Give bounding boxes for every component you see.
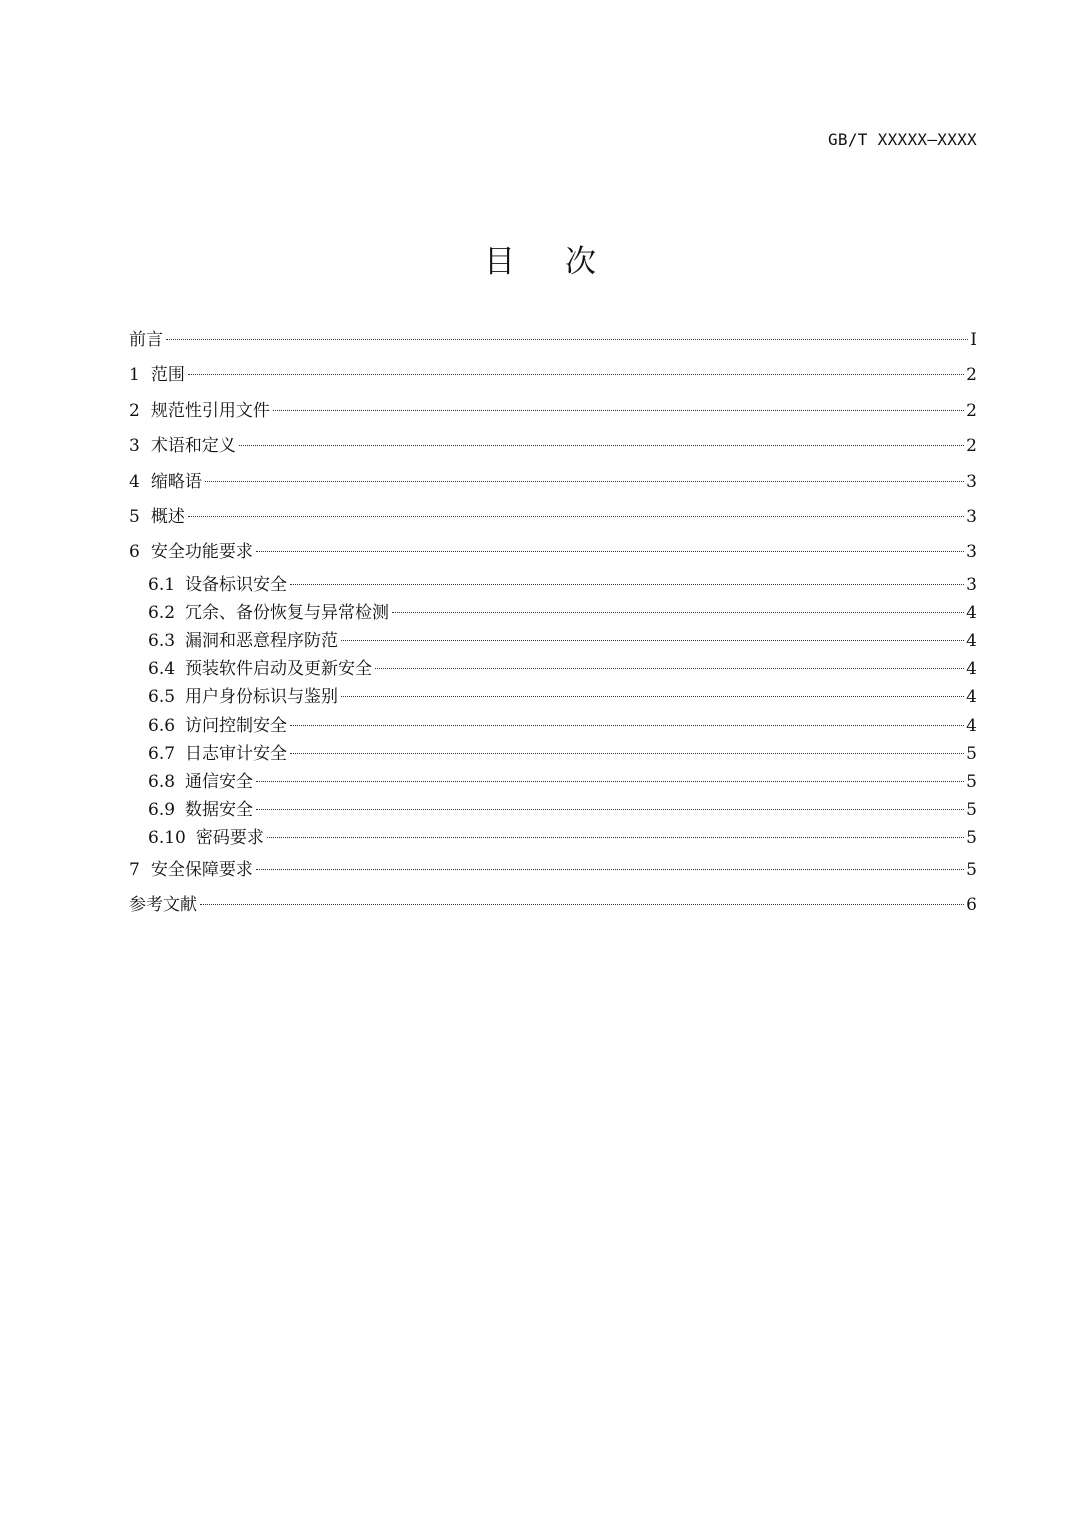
- toc-entry-page: 5: [966, 772, 977, 793]
- toc-entry-label: 安全功能要求: [150, 542, 253, 563]
- toc-entry-page: 3: [966, 506, 977, 527]
- toc-entry-label: 冗余、备份恢复与异常检测: [185, 602, 390, 623]
- toc-leader-dots: [200, 904, 964, 905]
- toc-entry-page: 5: [966, 828, 977, 849]
- toc-entry-label: 安全保障要求: [150, 859, 253, 880]
- toc-subentry[interactable]: [129, 599, 977, 627]
- toc-entry-label: 预装软件启动及更新安全: [185, 659, 373, 680]
- toc-entry-number: 6.10: [148, 828, 186, 849]
- toc-entry-number: 7: [129, 859, 140, 880]
- toc-entry[interactable]: [129, 429, 977, 464]
- toc-entry-number: 6: [129, 542, 140, 563]
- toc-leader-dots: [256, 781, 964, 782]
- toc-subentry[interactable]: [129, 683, 977, 711]
- document-code: GB/T XXXXX—XXXX: [828, 130, 977, 149]
- toc-entry-page: 4: [966, 687, 977, 708]
- page-title: 目次: [484, 244, 646, 280]
- toc-leader-dots: [375, 668, 964, 669]
- toc-entry-page: 5: [966, 859, 977, 880]
- toc-entry-number: 2: [129, 400, 140, 421]
- toc-entry-label: 术语和定义: [150, 436, 236, 457]
- toc-entry-page: 4: [966, 602, 977, 623]
- toc-entry-page: 5: [966, 743, 977, 764]
- toc-entry[interactable]: [129, 323, 977, 358]
- toc-entry[interactable]: [129, 500, 977, 535]
- toc-subentry[interactable]: [129, 655, 977, 683]
- toc-entry-page: 2: [966, 436, 977, 457]
- toc-entry-number: 1: [129, 365, 140, 386]
- toc-leader-dots: [205, 481, 964, 482]
- toc-entry-label: 设备标识安全: [185, 574, 288, 595]
- toc-subentry[interactable]: [129, 571, 977, 599]
- toc-leader-dots: [239, 445, 964, 446]
- toc-entry-label: 前言: [129, 330, 163, 350]
- toc-entry[interactable]: [129, 888, 977, 923]
- toc-entry-number: 6.1: [148, 574, 176, 595]
- toc-entry-number: 6.4: [148, 659, 176, 680]
- toc-leader-dots: [267, 837, 964, 838]
- toc-entry-page: 3: [966, 574, 977, 595]
- toc-leader-dots: [290, 753, 964, 754]
- toc-leader-dots: [341, 696, 964, 697]
- toc-entry-label: 缩略语: [150, 471, 202, 492]
- toc-subentry[interactable]: [129, 824, 977, 852]
- toc-entry-page: 3: [966, 471, 977, 492]
- toc-leader-dots: [166, 339, 968, 340]
- toc-entry-number: 3: [129, 436, 140, 457]
- toc-entry-number: 6.2: [148, 602, 176, 623]
- toc-entry-page: 4: [966, 659, 977, 680]
- toc-entry[interactable]: [129, 394, 977, 429]
- toc-entry[interactable]: [129, 853, 977, 888]
- toc-leader-dots: [290, 584, 964, 585]
- toc-entry[interactable]: [129, 465, 977, 500]
- toc-entry-label: 用户身份标识与鉴别: [185, 687, 339, 708]
- toc-entry-page: 4: [966, 631, 977, 652]
- toc-entry-number: 6.6: [148, 715, 176, 736]
- toc-entry-number: 6.5: [148, 687, 176, 708]
- toc-leader-dots: [188, 374, 964, 375]
- toc-entry-page: 5: [966, 800, 977, 821]
- toc-entry-number: 5: [129, 506, 140, 527]
- toc-entry-number: 6.7: [148, 743, 176, 764]
- toc-entry-label: 密码要求: [195, 828, 264, 849]
- table-of-contents: [129, 323, 977, 923]
- toc-leader-dots: [341, 640, 964, 641]
- toc-entry-label: 范围: [150, 365, 185, 386]
- toc-entry-label: 参考文献: [129, 895, 197, 915]
- toc-entry-label: 访问控制安全: [185, 715, 288, 736]
- toc-entry-number: 6.9: [148, 800, 176, 821]
- toc-subentry[interactable]: [129, 712, 977, 740]
- toc-entry-page: 4: [966, 715, 977, 736]
- toc-leader-dots: [273, 410, 964, 411]
- toc-leader-dots: [392, 612, 964, 613]
- toc-leader-dots: [256, 809, 964, 810]
- toc-entry-label: 规范性引用文件: [150, 400, 270, 421]
- toc-entry-number: 4: [129, 471, 140, 492]
- toc-leader-dots: [188, 516, 964, 517]
- toc-subentry[interactable]: [129, 768, 977, 796]
- toc-entry-page: 3: [966, 542, 977, 563]
- toc-subentry[interactable]: [129, 740, 977, 768]
- toc-entry-label: 日志审计安全: [185, 743, 288, 764]
- toc-leader-dots: [256, 869, 964, 870]
- toc-entry-label: 数据安全: [185, 800, 254, 821]
- toc-entry-page: I: [970, 330, 977, 350]
- toc-entry[interactable]: [129, 358, 977, 393]
- toc-entry-page: 6: [966, 895, 977, 915]
- toc-entry-page: 2: [966, 365, 977, 386]
- toc-entry-number: 6.3: [148, 631, 176, 652]
- toc-entry-label: 概述: [150, 506, 185, 527]
- toc-leader-dots: [290, 725, 964, 726]
- toc-entry-number: 6.8: [148, 772, 176, 793]
- toc-entry-label: 漏洞和恶意程序防范: [185, 631, 339, 652]
- toc-entry[interactable]: [129, 535, 977, 570]
- toc-entry-label: 通信安全: [185, 772, 254, 793]
- toc-subentry[interactable]: [129, 627, 977, 655]
- toc-entry-page: 2: [966, 400, 977, 421]
- toc-subentry[interactable]: [129, 796, 977, 824]
- toc-leader-dots: [256, 551, 964, 552]
